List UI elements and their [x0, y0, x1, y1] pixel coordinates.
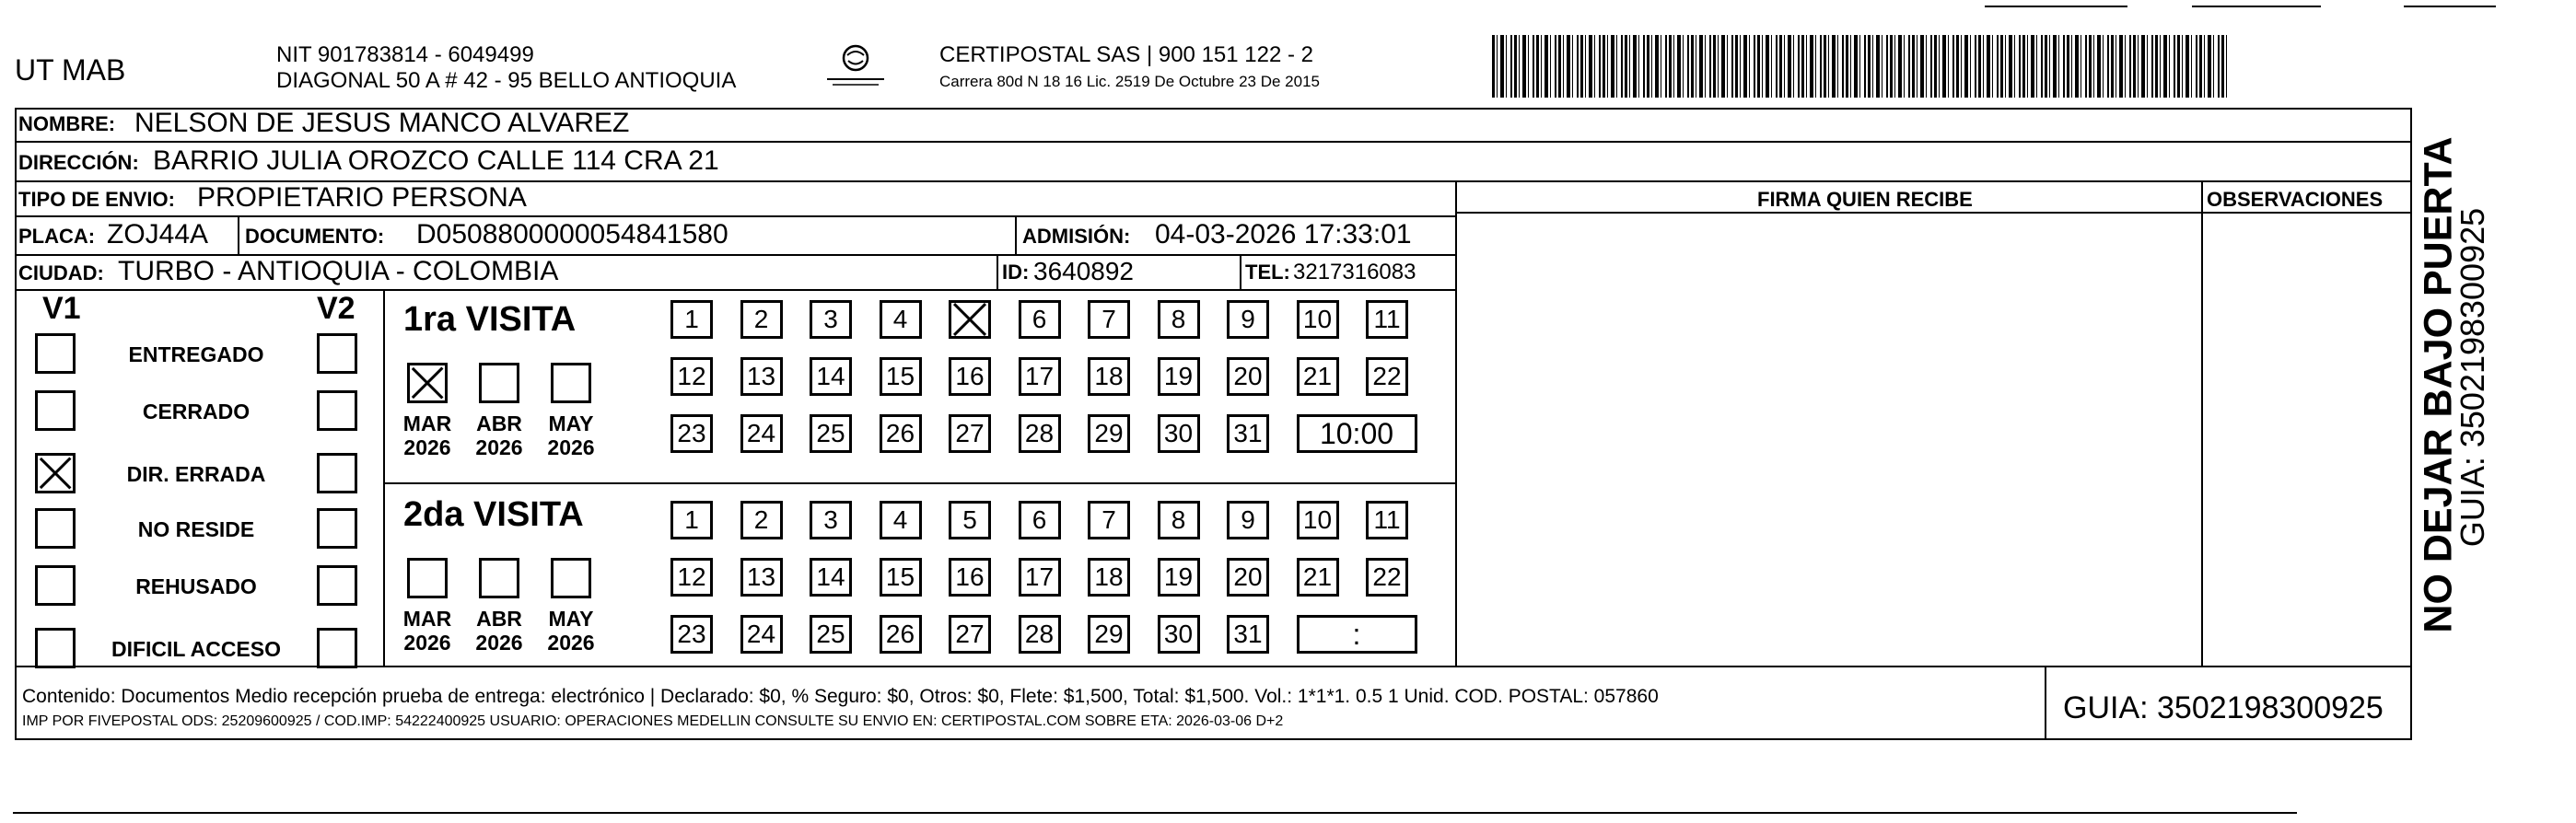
- document-label: DOCUMENTO:: [245, 225, 385, 248]
- day-cell[interactable]: 13: [740, 558, 783, 597]
- day-cell[interactable]: 27: [949, 615, 991, 654]
- day-cell[interactable]: 20: [1227, 558, 1269, 597]
- month-checkbox[interactable]: [551, 363, 591, 403]
- day-cell[interactable]: 10: [1297, 300, 1339, 339]
- v1-checkbox[interactable]: [35, 453, 76, 493]
- col-line: [1015, 215, 1017, 254]
- month-label: MAR: [402, 607, 452, 631]
- name-value: NELSON DE JESUS MANCO ALVAREZ: [134, 108, 630, 138]
- month-label: MAR: [402, 412, 452, 435]
- day-cell[interactable]: 12: [670, 558, 713, 597]
- day-cell[interactable]: 22: [1366, 558, 1408, 597]
- option-label: DIFICIL ACCESO: [111, 637, 281, 661]
- col-line: [238, 215, 239, 254]
- year-label: 2026: [475, 435, 523, 459]
- barcode: [1492, 35, 2229, 98]
- day-cell[interactable]: 10: [1297, 501, 1339, 539]
- day-cell[interactable]: 20: [1227, 357, 1269, 396]
- footer-guia: GUIA: 3502198300925: [2063, 690, 2384, 725]
- day-cell[interactable]: 16: [949, 357, 991, 396]
- day-cell[interactable]: 18: [1088, 558, 1130, 597]
- day-cell[interactable]: 15: [880, 558, 922, 597]
- day-cell[interactable]: 21: [1297, 558, 1339, 597]
- day-cell[interactable]: 1: [670, 300, 713, 339]
- row-line: [383, 482, 1455, 484]
- plate-value: ZOJ44A: [107, 219, 209, 249]
- col-line: [2201, 180, 2203, 666]
- day-cell[interactable]: 4: [880, 300, 922, 339]
- day-cell[interactable]: 22: [1366, 357, 1408, 396]
- day-cell[interactable]: 7: [1088, 300, 1130, 339]
- day-cell[interactable]: 14: [810, 357, 852, 396]
- day-cell[interactable]: 5: [949, 501, 991, 539]
- day-cell[interactable]: 23: [670, 615, 713, 654]
- month-checkbox[interactable]: [479, 363, 519, 403]
- address-value: BARRIO JULIA OROZCO CALLE 114 CRA 21: [153, 145, 719, 176]
- year-label: 2026: [475, 631, 523, 655]
- year-label: 2026: [403, 435, 451, 459]
- top-rule: [2404, 6, 2496, 7]
- v2-checkbox[interactable]: [317, 508, 357, 549]
- bottom-rule: [13, 812, 2297, 814]
- month-checkbox[interactable]: [479, 558, 519, 598]
- v2-checkbox[interactable]: [317, 565, 357, 606]
- option-label: DIR. ERRADA: [126, 462, 266, 486]
- day-cell[interactable]: 24: [740, 615, 783, 654]
- month-checkbox[interactable]: [407, 363, 448, 403]
- day-cell[interactable]: 16: [949, 558, 991, 597]
- col-line: [1240, 254, 1241, 289]
- plate-label: PLACA:: [18, 225, 96, 248]
- row-line: [15, 215, 1455, 217]
- option-label: NO RESIDE: [137, 517, 255, 541]
- company-address: DIAGONAL 50 A # 42 - 95 BELLO ANTIOQUIA: [276, 68, 737, 93]
- year-label: 2026: [403, 631, 451, 655]
- month-label: ABR: [476, 607, 522, 631]
- footer-printed-by: IMP POR FIVEPOSTAL ODS: 25209600925 / COD.IMP: 54222400925 USUARIO: OPERACIONES MEDELLIN CONSULTE SU ENVIO EN: CERTIPOSTAL.COM SOBRE ETA: 2026-03-06 D+2: [22, 713, 1284, 729]
- day-cell[interactable]: 3: [810, 501, 852, 539]
- id-label: ID:: [1002, 261, 1030, 284]
- company-nit: NIT 901783814 - 6049499: [276, 42, 534, 67]
- day-cell[interactable]: 23: [670, 414, 713, 453]
- top-rule: [1985, 6, 2127, 7]
- day-cell[interactable]: 29: [1088, 615, 1130, 654]
- day-cell[interactable]: 25: [810, 414, 852, 453]
- company-name: UT MAB: [15, 53, 126, 87]
- address-label: DIRECCIÓN:: [18, 151, 139, 174]
- day-cell[interactable]: 6: [1019, 300, 1061, 339]
- col-line: [997, 254, 998, 289]
- day-cell[interactable]: 26: [880, 414, 922, 453]
- tel-value: 3217316083: [1293, 260, 1416, 284]
- footer-content: Contenido: Documentos Medio recepción prueba de entrega: electrónico | Declarado: $0, % Seguro: $0, Otros: $0, Flete: $1,500, Total: $1,500. Vol.: 1*1*1. 0.5 1 Unid. COD. POSTAL: 057860: [22, 686, 1659, 707]
- option-label: REHUSADO: [135, 574, 257, 598]
- day-cell[interactable]: 12: [670, 357, 713, 396]
- tel-label: TEL:: [1245, 261, 1290, 284]
- day-cell[interactable]: 30: [1158, 414, 1200, 453]
- day-cell[interactable]: 28: [1019, 615, 1061, 654]
- v1-checkbox[interactable]: [35, 508, 76, 549]
- day-cell[interactable]: 25: [810, 615, 852, 654]
- v2-checkbox[interactable]: [317, 390, 357, 431]
- v2-checkbox[interactable]: [317, 453, 357, 493]
- month-label: MAY: [548, 607, 594, 631]
- day-cell[interactable]: 15: [880, 357, 922, 396]
- day-cell[interactable]: 2: [740, 300, 783, 339]
- day-cell[interactable]: 2: [740, 501, 783, 539]
- carrier-address: Carrera 80d N 18 16 Lic. 2519 De Octubre 23 De 2015: [939, 73, 1320, 90]
- certipostal-logo: [814, 42, 897, 94]
- carrier-name: CERTIPOSTAL SAS | 900 151 122 - 2: [939, 42, 1313, 67]
- top-rule: [2192, 6, 2321, 7]
- day-cell[interactable]: 11: [1366, 501, 1408, 539]
- option-label: ENTREGADO: [128, 342, 264, 366]
- day-cell[interactable]: 1: [670, 501, 713, 539]
- day-cell[interactable]: 24: [740, 414, 783, 453]
- admission-value: 04-03-2026 17:33:01: [1155, 219, 1412, 249]
- option-label: CERRADO: [142, 400, 251, 423]
- day-cell[interactable]: 26: [880, 615, 922, 654]
- day-cell[interactable]: 19: [1158, 558, 1200, 597]
- col-line: [1455, 180, 1457, 666]
- month-checkbox[interactable]: [551, 558, 591, 598]
- type-value: PROPIETARIO PERSONA: [197, 182, 527, 213]
- day-cell[interactable]: 28: [1019, 414, 1061, 453]
- document-value: D0508800000054841580: [416, 219, 729, 249]
- row-line: [15, 289, 1455, 291]
- visit2-title: 2da VISITA: [403, 495, 584, 534]
- day-cell[interactable]: 17: [1019, 357, 1061, 396]
- day-cell[interactable]: 27: [949, 414, 991, 453]
- col-line: [383, 289, 385, 666]
- day-cell[interactable]: [949, 300, 991, 339]
- day-cell[interactable]: 30: [1158, 615, 1200, 654]
- time-field[interactable]: 10:00: [1297, 414, 1417, 453]
- day-cell[interactable]: 9: [1227, 300, 1269, 339]
- day-cell[interactable]: 14: [810, 558, 852, 597]
- day-cell[interactable]: 31: [1227, 414, 1269, 453]
- v1-checkbox[interactable]: [35, 565, 76, 606]
- year-label: 2026: [547, 631, 595, 655]
- month-checkbox[interactable]: [407, 558, 448, 598]
- v1-checkbox[interactable]: [35, 390, 76, 431]
- day-cell[interactable]: 11: [1366, 300, 1408, 339]
- month-label: ABR: [476, 412, 522, 435]
- month-label: MAY: [548, 412, 594, 435]
- row-line: [15, 141, 2412, 143]
- day-cell[interactable]: 6: [1019, 501, 1061, 539]
- row-line: [1455, 212, 2412, 214]
- day-cell[interactable]: 13: [740, 357, 783, 396]
- id-value: 3640892: [1033, 257, 1135, 285]
- day-cell[interactable]: 3: [810, 300, 852, 339]
- observations-header: OBSERVACIONES: [2207, 188, 2384, 211]
- v2-checkbox[interactable]: [317, 333, 357, 374]
- year-label: 2026: [547, 435, 595, 459]
- day-cell[interactable]: 7: [1088, 501, 1130, 539]
- day-cell[interactable]: 9: [1227, 501, 1269, 539]
- admission-label: ADMISIÓN:: [1022, 225, 1131, 248]
- v1-label: V1: [42, 291, 81, 326]
- day-cell[interactable]: 29: [1088, 414, 1130, 453]
- day-cell[interactable]: 8: [1158, 501, 1200, 539]
- type-label: TIPO DE ENVIO:: [18, 188, 175, 211]
- day-cell[interactable]: 8: [1158, 300, 1200, 339]
- day-cell[interactable]: 17: [1019, 558, 1061, 597]
- signature-header: FIRMA QUIEN RECIBE: [1757, 188, 1973, 211]
- v2-checkbox[interactable]: [317, 628, 357, 668]
- day-cell[interactable]: 31: [1227, 615, 1269, 654]
- city-value: TURBO - ANTIOQUIA - COLOMBIA: [118, 256, 559, 286]
- visit1-title: 1ra VISITA: [403, 300, 577, 339]
- day-cell[interactable]: 4: [880, 501, 922, 539]
- day-cell[interactable]: 19: [1158, 357, 1200, 396]
- day-cell[interactable]: 18: [1088, 357, 1130, 396]
- v1-checkbox[interactable]: [35, 628, 76, 668]
- city-label: CIUDAD:: [18, 261, 104, 284]
- v2-label: V2: [317, 291, 356, 326]
- day-cell[interactable]: 21: [1297, 357, 1339, 396]
- name-label: NOMBRE:: [18, 112, 116, 135]
- row-line: [15, 666, 2412, 667]
- v1-checkbox[interactable]: [35, 333, 76, 374]
- time-field[interactable]: :: [1297, 615, 1417, 654]
- col-line: [2045, 666, 2046, 740]
